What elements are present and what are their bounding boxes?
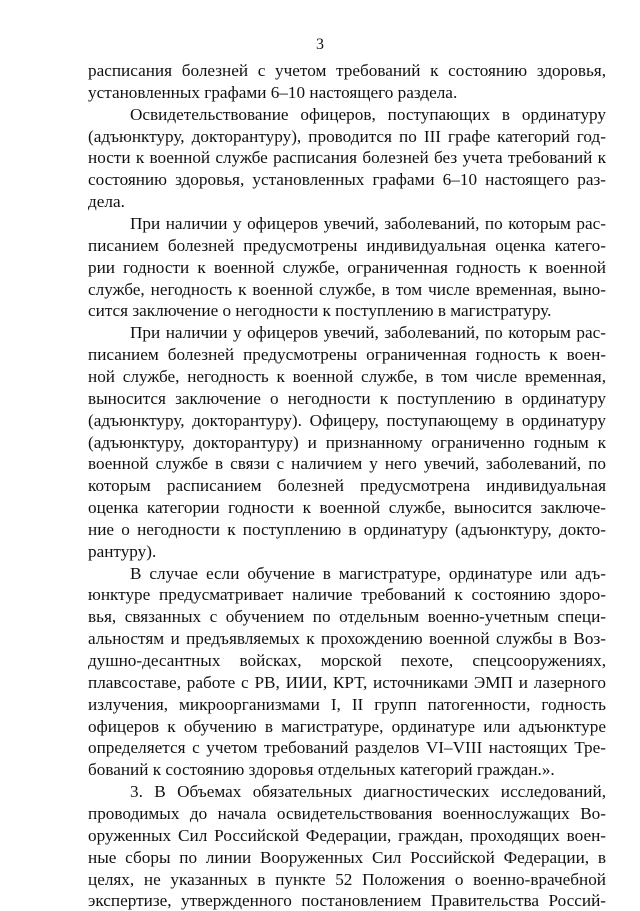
text-line: (адъюнктуру, докторантуру) и признанному ограниченно годным к	[88, 432, 606, 452]
text-line: В случае если обучение в магистратуре, ординатуре или адъ-	[130, 563, 606, 583]
text-line: экспертизе, утвержденного постановлением Правительства Россий-	[88, 891, 606, 911]
text-line: определяется с учетом требований разделов VI–VIII настоящих Тре-	[88, 738, 606, 758]
text-line: (адъюнктуру, докторантуру). Офицеру, поступающему в ординатуру	[88, 410, 606, 430]
text-line: писанием болезней предусмотрены ограниченная годность к воен-	[88, 345, 606, 365]
text-line: бований к состоянию здоровья отдельных категорий граждан.».	[88, 760, 555, 780]
text-line: плавсоставе, работе с РВ, ИИИ, КРТ, источниками ЭМП и лазерного	[88, 672, 606, 692]
text-line: расписания болезней с учетом требований к состоянию здоровья,	[88, 61, 606, 80]
text-line: При наличии у офицеров увечий, заболеваний, по которым рас-	[130, 323, 606, 343]
text-line: дела.	[88, 192, 125, 212]
text-line: которым расписанием болезней предусмотрена индивидуальная	[88, 476, 606, 496]
text-line: службе, негодность к военной службе, в том числе временная, выно-	[88, 279, 606, 299]
text-line: оруженных Сил Российской Федерации, граждан, проходящих воен-	[88, 825, 606, 845]
page-number: 3	[316, 36, 324, 53]
text-line: (адъюнктуру, докторантуру), проводится по III графе категорий год-	[88, 126, 606, 146]
text-line: офицеров к обучению в магистратуре, ординатуре или адъюнктуре	[88, 716, 606, 736]
text-line: При наличии у офицеров увечий, заболеваний, по которым рас-	[130, 214, 606, 233]
text-line: установленных графами 6–10 настоящего раздела.	[88, 82, 458, 102]
text-line: рии годности к военной службе, ограниченная годность к военной	[88, 257, 606, 277]
text-line: писанием болезней предусмотрены индивидуальная оценка катего-	[88, 235, 606, 255]
text-line: юнктуре предусматривает наличие требований к состоянию здоро-	[88, 585, 606, 605]
text-line: военной службе в связи с наличием у него увечий, заболеваний, по	[88, 454, 606, 474]
text-line: Освидетельствование офицеров, поступающих в ординатуру	[130, 104, 606, 124]
text-line: сится заключение о негодности к поступлению в магистратуру.	[88, 301, 552, 321]
text-line: вья, связанных с обучением по отдельным военно-учетным специ-	[88, 607, 606, 627]
text-line: выносится заключение о негодности к поступлению в ординатуру	[88, 388, 606, 408]
text-line: целях, не указанных в пункте 52 Положения о военно-врачебной	[88, 869, 606, 889]
text-line: ной службе, негодность к военной службе, в том числе временная,	[88, 366, 606, 386]
text-line: оценка категории годности к военной службе, выносится заключе-	[88, 498, 606, 517]
text-line: излучения, микроорганизмами I, II групп патогенности, годность	[88, 694, 606, 714]
text-line: душно-десантных войсках, морской пехоте, спецсооружениях,	[88, 651, 606, 670]
text-line: ние о негодности к поступлению в ординатуру (адъюнктуру, докто-	[88, 519, 606, 539]
text-line: 3. В Объемах обязательных диагностических исследований,	[130, 782, 606, 802]
text-line: рантуру).	[88, 541, 157, 561]
text-line: альностям и предъявляемых к прохождению военной службы в Воз-	[88, 629, 606, 649]
text-line: ности к военной службе расписания болезней без учета требований к	[88, 148, 606, 168]
text-line: состоянию здоровья, установленных графами 6–10 настоящего раз-	[88, 170, 606, 190]
text-line: проводимых до начала освидетельствования военнослужащих Во-	[88, 803, 606, 823]
text-line: ные сборы по линии Вооруженных Сил Российской Федерации, в	[88, 847, 606, 867]
